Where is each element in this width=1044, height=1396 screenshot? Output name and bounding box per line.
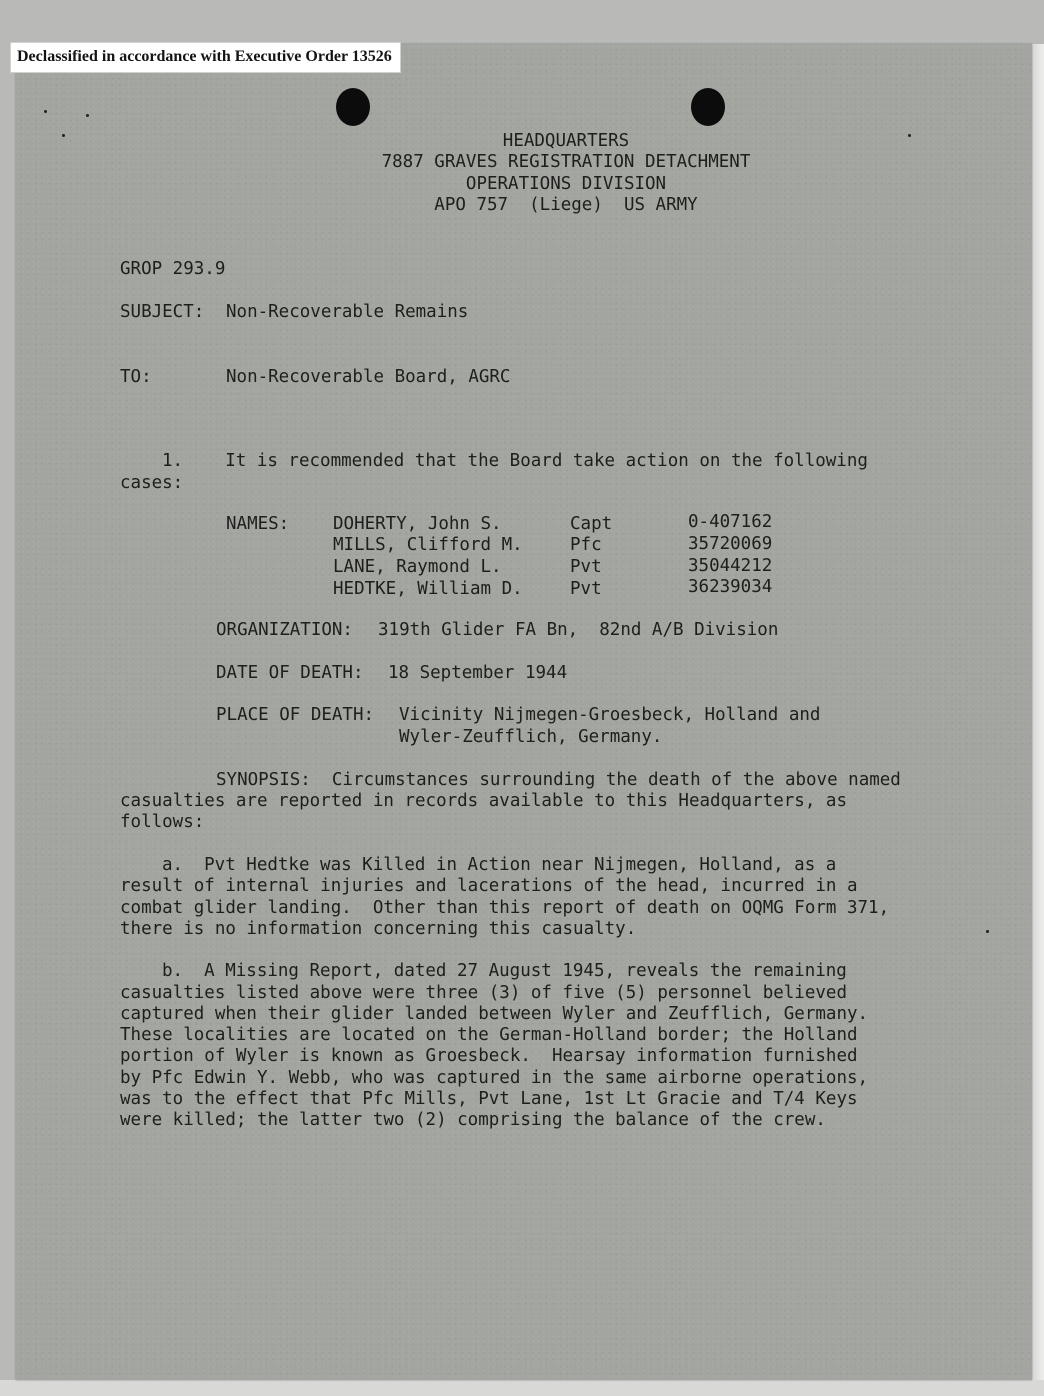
to-value: Non-Recoverable Board, AGRC: [226, 367, 511, 387]
date-of-death-value: 18 September 1944: [388, 663, 568, 683]
casualty-name: LANE, Raymond L.: [333, 557, 502, 577]
viewer-margin-right: [1032, 44, 1044, 1396]
declassification-banner: Declassified in accordance with Executive Order 13526: [10, 42, 401, 73]
speck: [86, 114, 89, 117]
subject-label: SUBJECT:: [120, 302, 205, 322]
date-of-death-label: DATE OF DEATH:: [216, 663, 364, 683]
document-page: [16, 44, 1032, 1380]
casualty-serial: 0-407162: [688, 512, 773, 532]
paragraph-a-line-3: combat glider landing. Other than this report of death on OQMG Form 371,: [120, 898, 890, 918]
paragraph-b-line-3: captured when their glider landed between Wyler and Zeufflich, Germany.: [120, 1004, 869, 1024]
organization-value: 319th Glider FA Bn, 82nd A/B Division: [378, 620, 779, 640]
paragraph-a-line-4: there is no information concerning this casualty.: [120, 919, 637, 939]
casualty-serial: 35720069: [688, 534, 773, 554]
speck: [986, 930, 989, 933]
paragraph-1-line-1: 1. It is recommended that the Board take action on the following: [162, 451, 868, 471]
punch-hole-right: [691, 88, 725, 126]
paragraph-b-line-2: casualties listed above were three (3) of five (5) personnel believed: [120, 983, 847, 1003]
paragraph-1-line-2: cases:: [120, 473, 184, 493]
paragraph-b-line-6: by Pfc Edwin Y. Webb, who was captured in the same airborne operations,: [120, 1068, 869, 1088]
letterhead-line-2: 7887 GRAVES REGISTRATION DETACHMENT: [381, 152, 751, 172]
synopsis-line-3: follows:: [120, 812, 205, 832]
to-label: TO:: [120, 367, 152, 387]
casualty-name: HEDTKE, William D.: [333, 579, 523, 599]
viewer-margin-bottom: [0, 1380, 1044, 1396]
letterhead-line-1: HEADQUARTERS: [502, 131, 630, 151]
casualty-name: MILLS, Clifford M.: [333, 535, 523, 555]
place-of-death-line-2: Wyler-Zeufflich, Germany.: [399, 727, 663, 747]
letterhead-line-3: OPERATIONS DIVISION: [465, 174, 667, 194]
casualty-rank: Pvt: [570, 579, 602, 599]
place-of-death-line-1: Vicinity Nijmegen-Groesbeck, Holland and: [399, 705, 821, 725]
casualty-serial: 36239034: [688, 577, 773, 597]
paragraph-a-line-1: a. Pvt Hedtke was Killed in Action near Nijmegen, Holland, as a: [162, 855, 837, 875]
casualty-serial: 35044212: [688, 556, 773, 576]
casualty-name: DOHERTY, John S.: [333, 514, 502, 534]
letterhead-line-4: APO 757 (Liege) US ARMY: [434, 195, 698, 215]
casualty-rank: Pfc: [570, 535, 602, 555]
punch-hole-left: [336, 88, 370, 126]
paragraph-b-line-8: were killed; the latter two (2) comprising the balance of the crew.: [120, 1110, 826, 1130]
names-label: NAMES:: [226, 514, 290, 534]
file-reference: GROP 293.9: [120, 259, 226, 279]
paragraph-b-line-4: These localities are located on the German-Holland border; the Holland: [120, 1025, 858, 1045]
paragraph-a-line-2: result of internal injuries and lacerations of the head, incurred in a: [120, 876, 858, 896]
paragraph-b-line-5: portion of Wyler is known as Groesbeck. Hearsay information furnished: [120, 1046, 858, 1066]
place-of-death-label: PLACE OF DEATH:: [216, 705, 375, 725]
casualty-rank: Capt: [570, 514, 613, 534]
synopsis-line-1: SYNOPSIS: Circumstances surrounding the death of the above named: [216, 770, 901, 790]
speck: [44, 110, 47, 113]
organization-label: ORGANIZATION:: [216, 620, 353, 640]
paragraph-b-line-7: was to the effect that Pfc Mills, Pvt Lane, 1st Lt Gracie and T/4 Keys: [120, 1089, 858, 1109]
paragraph-b-line-1: b. A Missing Report, dated 27 August 1945, reveals the remaining: [162, 961, 847, 981]
synopsis-line-2: casualties are reported in records available to this Headquarters, as: [120, 791, 847, 811]
casualty-rank: Pvt: [570, 557, 602, 577]
subject-value: Non-Recoverable Remains: [226, 302, 469, 322]
